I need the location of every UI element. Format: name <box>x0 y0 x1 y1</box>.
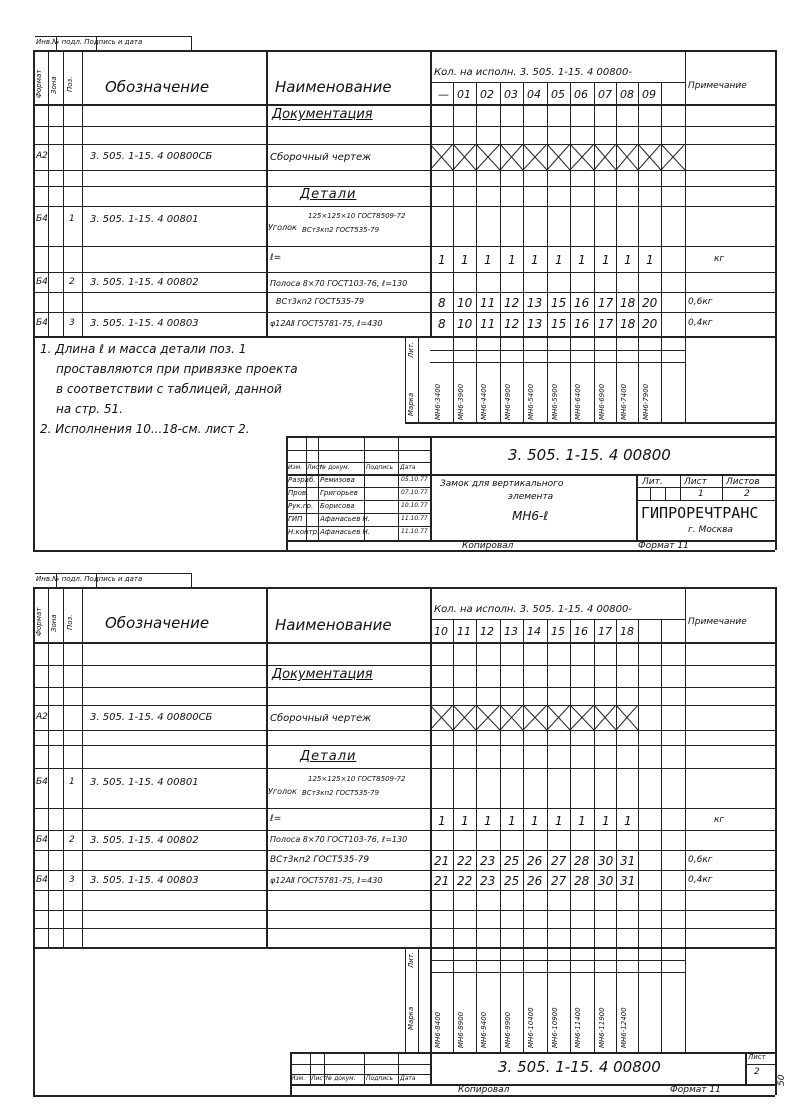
row2-qty-cell: 11 <box>480 296 496 310</box>
row3-format-2: Б4 <box>36 875 48 885</box>
row3-qty-cell: 22 <box>457 874 473 888</box>
format-label: Формат 11 <box>638 541 689 551</box>
row3-qty-cell: 10 <box>457 317 473 331</box>
stamp-person: Борисова <box>320 502 355 510</box>
row2-name-a: Полоса 8×70 ГОСТ103-76, ℓ=130 <box>270 279 408 288</box>
stamp-list: Лист <box>684 477 707 487</box>
row2-qty-cell: 21 <box>434 854 450 868</box>
section-docs: Документация <box>272 107 373 122</box>
variant-header: 12 <box>480 625 494 638</box>
stamp-hdr-cell: № докум. <box>320 464 350 471</box>
variant-header: 04 <box>527 88 541 101</box>
hdr-designation: Обозначение <box>105 78 210 96</box>
section-parts: Детали <box>300 187 357 202</box>
stamp-person: Григорьев <box>320 489 358 497</box>
row3-qty-cell: 13 <box>527 317 543 331</box>
stamp-city: г. Москва <box>688 525 733 535</box>
inv-tab: Инв.№ подл. Подпись и дата <box>36 38 143 46</box>
row3-note-2: 0,4кг <box>688 875 713 885</box>
row-len-note: кг <box>714 254 725 264</box>
row1-name-c-2: ВСт3кп2 ГОСТ535-79 <box>302 789 380 797</box>
row3-qty-cell: 26 <box>527 874 543 888</box>
variant-header: 11 <box>457 625 471 638</box>
len-qty-cell: 1 <box>578 814 586 828</box>
row3-qty-cell: 16 <box>574 317 590 331</box>
mark-label: МН6-9900 <box>504 1011 512 1048</box>
row2-qty-cell: 26 <box>527 854 543 868</box>
row3-designation-2: 3. 505. 1-15. 4 00803 <box>90 875 199 886</box>
stamp-list-2: Лист <box>748 1053 766 1061</box>
row-doc-name: Сборочный чертеж <box>270 152 372 163</box>
len-qty-cell: 1 <box>624 253 632 267</box>
doc-crosses-2 <box>430 705 685 730</box>
row-len-note-2: кг <box>714 815 725 825</box>
variant-header: 10 <box>434 625 448 638</box>
stamp-hdr-cell: Дата <box>400 464 416 471</box>
stamp-hdr-cell: Изм. <box>291 1075 306 1082</box>
len-qty-cell: 1 <box>438 253 446 267</box>
len-qty-cell: 1 <box>531 814 539 828</box>
row-doc-designation: 3. 505. 1-15. 4 00800СБ <box>90 151 213 162</box>
row-doc-format-2: А2 <box>36 712 48 722</box>
hdr-qty-2: Кол. на исполн. 3. 505. 1-15. 4 00800- <box>434 604 632 615</box>
mark-label: МН6-5400 <box>527 383 535 420</box>
variant-header: 17 <box>598 625 612 638</box>
len-qty-cell: 1 <box>461 814 469 828</box>
variant-header: 01 <box>457 88 471 101</box>
variant-header: — <box>438 88 449 101</box>
row1-format: Б4 <box>36 214 48 224</box>
stamp-lists: Листов <box>726 477 760 487</box>
marka-label: Марка <box>407 392 415 416</box>
row3-qty-cell: 18 <box>620 317 636 331</box>
mark-label: МН6-11900 <box>598 1007 606 1048</box>
row2-qty-cell: 20 <box>642 296 658 310</box>
row2-qty-cell: 16 <box>574 296 590 310</box>
row3-qty-cell: 8 <box>438 317 446 331</box>
row2-qty-cell: 23 <box>480 854 496 868</box>
mark-label: МН6-10900 <box>551 1007 559 1048</box>
mark-label: МН6-5900 <box>551 383 559 420</box>
variant-header: 15 <box>551 625 565 638</box>
stamp-lists-val: 2 <box>744 489 750 499</box>
row3-note: 0,4кг <box>688 318 713 328</box>
row1-pos-2: 1 <box>69 777 75 787</box>
row2-note-2: 0,6кг <box>688 855 713 865</box>
stamp-hdr-cell: Лист <box>311 1075 327 1082</box>
row3-designation: 3. 505. 1-15. 4 00803 <box>90 318 199 329</box>
row3-qty-cell: 25 <box>504 874 520 888</box>
mark-label: МН6-10400 <box>527 1007 535 1048</box>
stamp-list-val: 1 <box>698 489 704 499</box>
page-number: 50 <box>777 1074 787 1086</box>
copied-label-2: Копировал <box>458 1085 510 1095</box>
row3-pos: 3 <box>69 318 75 328</box>
row3-qty-cell: 11 <box>480 317 496 331</box>
note-1: 1. Длина ℓ и масса детали поз. 1 <box>40 342 247 356</box>
row3-qty-cell: 17 <box>598 317 614 331</box>
mark-label: МН6-9400 <box>480 1011 488 1048</box>
len-qty-cell: 1 <box>578 253 586 267</box>
row3-pos-2: 3 <box>69 875 75 885</box>
row1-name-a: Уголок <box>268 223 297 232</box>
hdr-qty: Кол. на исполн. 3. 505. 1-15. 4 00800- <box>434 67 632 78</box>
mark-label: МН6-6900 <box>598 383 606 420</box>
mark-label: МН6-12400 <box>620 1007 628 1048</box>
variant-header: 08 <box>620 88 634 101</box>
row-len-name: ℓ= <box>270 253 282 263</box>
row2-name-a-2: Полоса 8×70 ГОСТ103-76, ℓ=130 <box>270 835 408 844</box>
row1-name-c: ВСт3кп2 ГОСТ535-79 <box>302 226 380 234</box>
stamp-date: 11.10.77 <box>401 515 428 522</box>
stamp-title-2: элемента <box>508 492 554 502</box>
row2-qty-cell: 25 <box>504 854 520 868</box>
format-label-2: Формат 11 <box>670 1085 721 1095</box>
row3-format: Б4 <box>36 318 48 328</box>
row3-qty-cell: 20 <box>642 317 658 331</box>
hdr-note: Примечание <box>688 81 747 91</box>
variant-header: 05 <box>551 88 565 101</box>
row3-name-2: φ12AⅡ ГОСТ5781-75, ℓ=430 <box>270 876 383 885</box>
row1-name-b-2: 125×125×10 ГОСТ8509-72 <box>308 775 406 783</box>
hdr-note-2: Примечание <box>688 617 747 627</box>
lit-label-2: Лит. <box>407 951 415 968</box>
stamp-code: 3. 505. 1-15. 4 00800 <box>508 446 671 464</box>
len-qty-cell: 1 <box>508 253 516 267</box>
row3-qty-cell: 15 <box>551 317 567 331</box>
hdr-format-2: Формат <box>35 607 43 636</box>
variant-header: 02 <box>480 88 494 101</box>
stamp-date: 10.10.77 <box>401 502 428 509</box>
row3-name: φ12AⅡ ГОСТ5781-75, ℓ=430 <box>270 319 383 328</box>
row2-pos: 2 <box>69 277 75 287</box>
stamp-date: 07.10.77 <box>401 489 428 496</box>
stamp-role: Н.контр. <box>288 528 320 536</box>
stamp-hdr-cell: Подпись <box>366 464 393 471</box>
variant-header: 13 <box>504 625 518 638</box>
stamp-title-1: Замок для вертикального <box>440 479 564 489</box>
row2-name-b: ВСт3кп2 ГОСТ535-79 <box>276 297 365 306</box>
note-2: проставляются при привязке проекта <box>56 362 298 376</box>
row2-qty-cell: 31 <box>620 854 636 868</box>
stamp-hdr-cell: Лист <box>307 464 323 471</box>
variant-header: 03 <box>504 88 518 101</box>
len-qty-cell: 1 <box>555 253 563 267</box>
len-qty-cell: 1 <box>646 253 654 267</box>
stamp-lit: Лит. <box>642 477 663 487</box>
stamp-list-val-2: 2 <box>754 1067 760 1077</box>
marka-label-2: Марка <box>407 1006 415 1030</box>
mark-label: МН6-6400 <box>574 383 582 420</box>
note-4: на стр. 51. <box>56 402 123 416</box>
row3-qty-cell: 12 <box>504 317 520 331</box>
variant-header: 16 <box>574 625 588 638</box>
len-qty-cell: 1 <box>602 253 610 267</box>
row1-designation-2: 3. 505. 1-15. 4 00801 <box>90 777 199 788</box>
row3-qty-cell: 30 <box>598 874 614 888</box>
mark-label: МН6-4900 <box>504 383 512 420</box>
hdr-name-2: Наименование <box>275 616 392 634</box>
mark-label: МН6-11400 <box>574 1007 582 1048</box>
hdr-pos-2: Поз. <box>66 614 74 630</box>
stamp-hdr-cell: Дата <box>400 1075 416 1082</box>
stamp-date: 11.10.77 <box>401 528 428 535</box>
note-5: 2. Исполнения 10...18-см. лист 2. <box>40 422 250 436</box>
len-qty-cell: 1 <box>624 814 632 828</box>
stamp-person: Афанасьев Н. <box>320 515 371 523</box>
len-qty-cell: 1 <box>484 253 492 267</box>
mark-label: МН6-8400 <box>434 1011 442 1048</box>
row2-qty-cell: 15 <box>551 296 567 310</box>
section-parts-2: Детали <box>300 749 357 764</box>
mark-label: МН6-3900 <box>457 383 465 420</box>
row2-qty-cell: 27 <box>551 854 567 868</box>
row2-qty-cell: 13 <box>527 296 543 310</box>
row1-format-2: Б4 <box>36 777 48 787</box>
stamp-code-2: 3. 505. 1-15. 4 00800 <box>498 1058 661 1076</box>
stamp-title-3: МН6-ℓ <box>512 509 549 523</box>
inv-tab-2: Инв.№ подл. Подпись и дата <box>36 575 143 583</box>
row3-qty-cell: 27 <box>551 874 567 888</box>
row2-qty-cell: 30 <box>598 854 614 868</box>
stamp-hdr-cell: № докум. <box>326 1075 356 1082</box>
mark-label: МН6-8900 <box>457 1011 465 1048</box>
copied-label: Копировал <box>462 541 514 551</box>
row-doc-designation-2: 3. 505. 1-15. 4 00800СБ <box>90 712 213 723</box>
stamp-person: Ремизова <box>320 476 355 484</box>
mark-label: МН6-7400 <box>620 383 628 420</box>
row2-designation: 3. 505. 1-15. 4 00802 <box>90 277 199 288</box>
row-doc-format: А2 <box>36 151 48 161</box>
stamp-role: Рук.гр. <box>288 502 314 510</box>
variant-header: 18 <box>620 625 634 638</box>
doc-crosses <box>430 144 685 170</box>
hdr-designation-2: Обозначение <box>105 614 210 632</box>
len-qty-cell: 1 <box>461 253 469 267</box>
mark-label: МН6-7900 <box>642 383 650 420</box>
row2-format-2: Б4 <box>36 835 48 845</box>
len-qty-cell: 1 <box>531 253 539 267</box>
row2-qty-cell: 28 <box>574 854 590 868</box>
row2-pos-2: 2 <box>69 835 75 845</box>
variant-header: 06 <box>574 88 588 101</box>
row-doc-name-2: Сборочный чертеж <box>270 713 372 724</box>
row2-note: 0,6кг <box>688 297 713 307</box>
row3-qty-cell: 31 <box>620 874 636 888</box>
len-qty-cell: 1 <box>438 814 446 828</box>
row1-pos: 1 <box>69 214 75 224</box>
row3-qty-cell: 21 <box>434 874 450 888</box>
variant-header: 07 <box>598 88 612 101</box>
len-qty-cell: 1 <box>602 814 610 828</box>
len-qty-cell: 1 <box>484 814 492 828</box>
row2-designation-2: 3. 505. 1-15. 4 00802 <box>90 835 199 846</box>
row1-name-a-2: Уголок <box>268 787 297 796</box>
hdr-name: Наименование <box>275 78 392 96</box>
len-qty-cell: 1 <box>508 814 516 828</box>
row2-qty-cell: 22 <box>457 854 473 868</box>
variant-header: 14 <box>527 625 541 638</box>
row2-format: Б4 <box>36 277 48 287</box>
row2-qty-cell: 17 <box>598 296 614 310</box>
note-3: в соответствии с таблицей, данной <box>56 382 282 396</box>
row2-qty-cell: 8 <box>438 296 446 310</box>
stamp-hdr-cell: Подпись <box>366 1075 393 1082</box>
stamp-role: Пров. <box>288 489 309 497</box>
len-qty-cell: 1 <box>555 814 563 828</box>
stamp-date: 05.10.77 <box>401 476 428 483</box>
stamp-org: ГИПРОРЕЧТРАНС <box>641 504 759 522</box>
stamp-person: Афанасьев Н. <box>320 528 371 536</box>
row-len-name-2: ℓ= <box>270 814 282 824</box>
row2-qty-cell: 12 <box>504 296 520 310</box>
hdr-pos: Поз. <box>66 76 74 92</box>
row3-qty-cell: 23 <box>480 874 496 888</box>
section-docs-2: Документация <box>272 667 373 682</box>
stamp-role: ГИП <box>288 515 303 523</box>
row3-qty-cell: 28 <box>574 874 590 888</box>
hdr-zone-2: Зона <box>50 614 58 632</box>
lit-label: Лит. <box>407 341 415 358</box>
hdr-format: Формат <box>35 69 43 98</box>
row2-name-b-2: ВСт3кп2 ГОСТ535-79 <box>270 855 370 865</box>
stamp-hdr-cell: Изм. <box>288 464 303 471</box>
row2-qty-cell: 10 <box>457 296 473 310</box>
row2-qty-cell: 18 <box>620 296 636 310</box>
hdr-zone: Зона <box>50 76 58 94</box>
stamp-role: Разраб. <box>288 476 316 484</box>
mark-label: МН6-3400 <box>434 383 442 420</box>
row1-designation: 3. 505. 1-15. 4 00801 <box>90 214 199 225</box>
row1-name-b: 125×125×10 ГОСТ8509-72 <box>308 212 406 220</box>
variant-header: 09 <box>642 88 656 101</box>
mark-label: МН6-4400 <box>480 383 488 420</box>
